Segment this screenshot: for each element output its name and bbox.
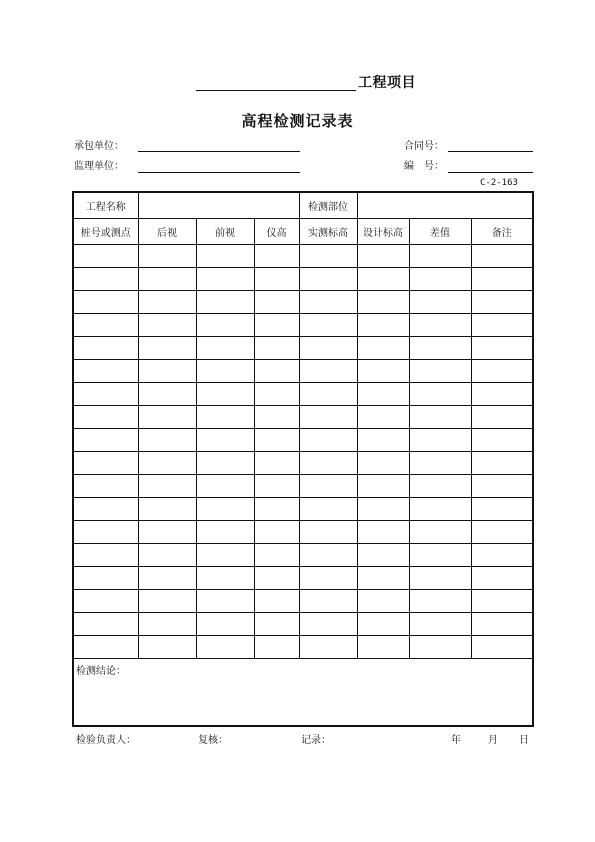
table-cell[interactable] bbox=[299, 521, 357, 544]
table-cell[interactable] bbox=[196, 268, 254, 291]
table-cell[interactable] bbox=[409, 337, 471, 360]
year-label: 年 bbox=[451, 735, 461, 746]
table-cell[interactable] bbox=[73, 245, 138, 268]
table-cell[interactable] bbox=[73, 521, 138, 544]
table-cell[interactable] bbox=[471, 636, 533, 659]
table-cell[interactable] bbox=[196, 590, 254, 613]
contractor-field[interactable] bbox=[138, 151, 300, 152]
table-cell[interactable] bbox=[73, 475, 138, 498]
project-name-underline[interactable] bbox=[196, 90, 356, 91]
table-cell[interactable] bbox=[196, 544, 254, 567]
table-cell[interactable] bbox=[138, 383, 196, 406]
col-header-backsight: 后视 bbox=[138, 219, 196, 245]
table-cell[interactable] bbox=[196, 613, 254, 636]
serial-field[interactable] bbox=[448, 172, 533, 173]
table-cell[interactable] bbox=[299, 452, 357, 475]
table-cell[interactable] bbox=[138, 268, 196, 291]
table-row bbox=[73, 245, 533, 268]
month-label: 月 bbox=[488, 735, 498, 746]
table-cell[interactable] bbox=[73, 613, 138, 636]
table-cell[interactable] bbox=[254, 429, 299, 452]
table-cell[interactable] bbox=[471, 337, 533, 360]
table-cell[interactable] bbox=[73, 498, 138, 521]
page-title: 高程检测记录表 bbox=[241, 112, 354, 130]
conclusion-row bbox=[73, 659, 533, 727]
table-cell[interactable] bbox=[196, 567, 254, 590]
contract-no-label: 合同号： bbox=[404, 141, 444, 152]
table-cell[interactable] bbox=[409, 268, 471, 291]
table-cell[interactable] bbox=[299, 498, 357, 521]
table-cell[interactable] bbox=[254, 613, 299, 636]
table-cell[interactable] bbox=[357, 498, 409, 521]
table-cell[interactable] bbox=[471, 360, 533, 383]
table-row bbox=[73, 337, 533, 360]
table-cell[interactable] bbox=[471, 567, 533, 590]
supervisor-field[interactable] bbox=[138, 172, 300, 173]
table-cell[interactable] bbox=[357, 314, 409, 337]
table-cell[interactable] bbox=[196, 360, 254, 383]
project-name-cell[interactable] bbox=[138, 192, 299, 219]
table-cell[interactable] bbox=[471, 498, 533, 521]
table-cell[interactable] bbox=[357, 475, 409, 498]
table-cell[interactable] bbox=[299, 475, 357, 498]
table-row bbox=[73, 567, 533, 590]
table-cell[interactable] bbox=[138, 567, 196, 590]
table-cell[interactable] bbox=[196, 406, 254, 429]
table-cell[interactable] bbox=[471, 475, 533, 498]
table-cell[interactable] bbox=[357, 567, 409, 590]
col-header-remarks: 备注 bbox=[471, 219, 533, 245]
table-cell[interactable] bbox=[357, 429, 409, 452]
form-code: C-2-163 bbox=[480, 178, 518, 188]
table-cell[interactable] bbox=[254, 337, 299, 360]
col-header-station: 桩号或测点 bbox=[73, 219, 138, 245]
table-row bbox=[73, 268, 533, 291]
table-cell[interactable] bbox=[357, 521, 409, 544]
table-cell[interactable] bbox=[471, 544, 533, 567]
table-cell[interactable] bbox=[254, 360, 299, 383]
table-cell[interactable] bbox=[138, 429, 196, 452]
table-cell[interactable] bbox=[196, 383, 254, 406]
table-cell[interactable] bbox=[409, 452, 471, 475]
table-cell[interactable] bbox=[299, 360, 357, 383]
table-cell[interactable] bbox=[409, 360, 471, 383]
table-cell[interactable] bbox=[196, 521, 254, 544]
col-header-foresight: 前视 bbox=[196, 219, 254, 245]
table-cell[interactable] bbox=[73, 268, 138, 291]
table-row bbox=[73, 498, 533, 521]
table-cell[interactable] bbox=[409, 636, 471, 659]
table-cell[interactable] bbox=[138, 245, 196, 268]
project-info-row bbox=[73, 192, 533, 219]
table-cell[interactable] bbox=[471, 590, 533, 613]
table-cell[interactable] bbox=[196, 314, 254, 337]
table-cell[interactable] bbox=[138, 636, 196, 659]
col-header-instrument-height: 仪高 bbox=[254, 219, 299, 245]
table-cell[interactable] bbox=[138, 452, 196, 475]
contractor-label: 承包单位： bbox=[74, 141, 124, 152]
table-cell[interactable] bbox=[73, 314, 138, 337]
check-part-cell[interactable] bbox=[357, 192, 533, 219]
table-cell[interactable] bbox=[299, 406, 357, 429]
table-row bbox=[73, 452, 533, 475]
table-cell[interactable] bbox=[138, 544, 196, 567]
table-cell[interactable] bbox=[254, 567, 299, 590]
supervisor-label: 监理单位： bbox=[74, 161, 124, 172]
table-cell[interactable] bbox=[254, 498, 299, 521]
table-cell[interactable] bbox=[357, 636, 409, 659]
table-cell[interactable] bbox=[471, 452, 533, 475]
table-row bbox=[73, 613, 533, 636]
col-header-difference: 差值 bbox=[409, 219, 471, 245]
table-cell[interactable] bbox=[357, 383, 409, 406]
table-cell[interactable] bbox=[138, 291, 196, 314]
col-header-design-elevation: 设计标高 bbox=[357, 219, 409, 245]
table-cell[interactable] bbox=[138, 337, 196, 360]
table-cell[interactable] bbox=[138, 521, 196, 544]
table-row bbox=[73, 429, 533, 452]
table-cell[interactable] bbox=[357, 590, 409, 613]
table-cell[interactable] bbox=[409, 314, 471, 337]
table-cell[interactable] bbox=[196, 291, 254, 314]
table-cell[interactable] bbox=[138, 475, 196, 498]
table-row bbox=[73, 590, 533, 613]
table-cell[interactable] bbox=[73, 590, 138, 613]
table-cell[interactable] bbox=[196, 452, 254, 475]
recorder-label: 记录： bbox=[301, 735, 331, 746]
table-cell[interactable] bbox=[138, 360, 196, 383]
table-cell[interactable] bbox=[138, 406, 196, 429]
table-cell[interactable] bbox=[138, 314, 196, 337]
table-cell[interactable] bbox=[299, 613, 357, 636]
table-cell[interactable] bbox=[254, 475, 299, 498]
table-cell[interactable] bbox=[357, 291, 409, 314]
table-row bbox=[73, 291, 533, 314]
table-cell[interactable] bbox=[73, 452, 138, 475]
column-header-row bbox=[73, 219, 533, 245]
table-cell[interactable] bbox=[254, 452, 299, 475]
table-cell[interactable] bbox=[409, 429, 471, 452]
reviewer-label: 复核： bbox=[198, 735, 228, 746]
table-cell[interactable] bbox=[299, 291, 357, 314]
table-cell[interactable] bbox=[254, 245, 299, 268]
table-cell[interactable] bbox=[299, 245, 357, 268]
table-cell[interactable] bbox=[471, 268, 533, 291]
table-cell[interactable] bbox=[409, 406, 471, 429]
table-cell[interactable] bbox=[299, 314, 357, 337]
table-row bbox=[73, 360, 533, 383]
table-cell[interactable] bbox=[299, 544, 357, 567]
table-cell[interactable] bbox=[471, 291, 533, 314]
table-cell[interactable] bbox=[409, 475, 471, 498]
table-cell[interactable] bbox=[196, 475, 254, 498]
table-row bbox=[73, 383, 533, 406]
table-cell[interactable] bbox=[73, 567, 138, 590]
table-cell[interactable] bbox=[409, 521, 471, 544]
table-cell[interactable] bbox=[409, 291, 471, 314]
table-cell[interactable] bbox=[254, 590, 299, 613]
inspector-label: 检验负责人： bbox=[76, 735, 136, 746]
table-cell[interactable] bbox=[409, 613, 471, 636]
table-cell[interactable] bbox=[73, 360, 138, 383]
table-cell[interactable] bbox=[299, 429, 357, 452]
table-cell[interactable] bbox=[138, 613, 196, 636]
table-cell[interactable] bbox=[254, 521, 299, 544]
table-cell[interactable] bbox=[196, 636, 254, 659]
table-cell[interactable] bbox=[471, 314, 533, 337]
table-cell[interactable] bbox=[254, 291, 299, 314]
col-header-measured-elevation: 实测标高 bbox=[299, 219, 357, 245]
table-row bbox=[73, 521, 533, 544]
table-cell[interactable] bbox=[471, 406, 533, 429]
elevation-record-table bbox=[72, 191, 534, 727]
table-cell[interactable] bbox=[471, 521, 533, 544]
table-cell[interactable] bbox=[409, 567, 471, 590]
table-cell[interactable] bbox=[254, 636, 299, 659]
table-cell[interactable] bbox=[299, 636, 357, 659]
table-cell[interactable] bbox=[196, 429, 254, 452]
table-row bbox=[73, 475, 533, 498]
table-cell[interactable] bbox=[471, 383, 533, 406]
table-cell[interactable] bbox=[73, 429, 138, 452]
table-cell[interactable] bbox=[254, 383, 299, 406]
table-cell[interactable] bbox=[254, 314, 299, 337]
table-cell[interactable] bbox=[409, 544, 471, 567]
table-cell[interactable] bbox=[73, 337, 138, 360]
table-cell[interactable] bbox=[409, 498, 471, 521]
table-cell[interactable] bbox=[73, 291, 138, 314]
table-cell[interactable] bbox=[357, 268, 409, 291]
day-label: 日 bbox=[519, 735, 529, 746]
table-cell[interactable] bbox=[409, 245, 471, 268]
table-row bbox=[73, 544, 533, 567]
table-cell[interactable] bbox=[357, 406, 409, 429]
table-cell[interactable] bbox=[138, 590, 196, 613]
table-cell[interactable] bbox=[357, 245, 409, 268]
project-name-label: 工程名称 bbox=[73, 192, 138, 219]
table-cell[interactable] bbox=[254, 268, 299, 291]
table-cell[interactable] bbox=[138, 498, 196, 521]
table-cell[interactable] bbox=[73, 544, 138, 567]
table-cell[interactable] bbox=[73, 383, 138, 406]
table-cell[interactable] bbox=[73, 406, 138, 429]
table-cell[interactable] bbox=[196, 498, 254, 521]
table-cell[interactable] bbox=[254, 406, 299, 429]
table-cell[interactable] bbox=[409, 590, 471, 613]
table-cell[interactable] bbox=[357, 337, 409, 360]
table-cell[interactable] bbox=[357, 452, 409, 475]
table-cell[interactable] bbox=[299, 383, 357, 406]
table-cell[interactable] bbox=[299, 337, 357, 360]
check-part-label: 检测部位 bbox=[299, 192, 357, 219]
serial-label: 编 号： bbox=[404, 161, 444, 172]
table-cell[interactable] bbox=[357, 544, 409, 567]
contract-no-field[interactable] bbox=[448, 151, 533, 152]
table-cell[interactable] bbox=[299, 567, 357, 590]
table-cell[interactable] bbox=[471, 613, 533, 636]
table-cell[interactable] bbox=[471, 429, 533, 452]
table-cell[interactable] bbox=[196, 337, 254, 360]
table-row bbox=[73, 406, 533, 429]
table-cell[interactable] bbox=[73, 636, 138, 659]
table-cell[interactable] bbox=[196, 245, 254, 268]
table-cell[interactable] bbox=[471, 245, 533, 268]
table-cell[interactable] bbox=[299, 590, 357, 613]
table-cell[interactable] bbox=[299, 268, 357, 291]
table-row bbox=[73, 636, 533, 659]
table-row bbox=[73, 314, 533, 337]
project-suffix: 工程项目 bbox=[358, 75, 416, 91]
table-cell[interactable] bbox=[357, 360, 409, 383]
table-cell[interactable] bbox=[254, 544, 299, 567]
conclusion-label: 检测结论： bbox=[76, 666, 126, 677]
table-cell[interactable] bbox=[409, 383, 471, 406]
conclusion-cell[interactable] bbox=[73, 659, 533, 727]
table-cell[interactable] bbox=[357, 613, 409, 636]
